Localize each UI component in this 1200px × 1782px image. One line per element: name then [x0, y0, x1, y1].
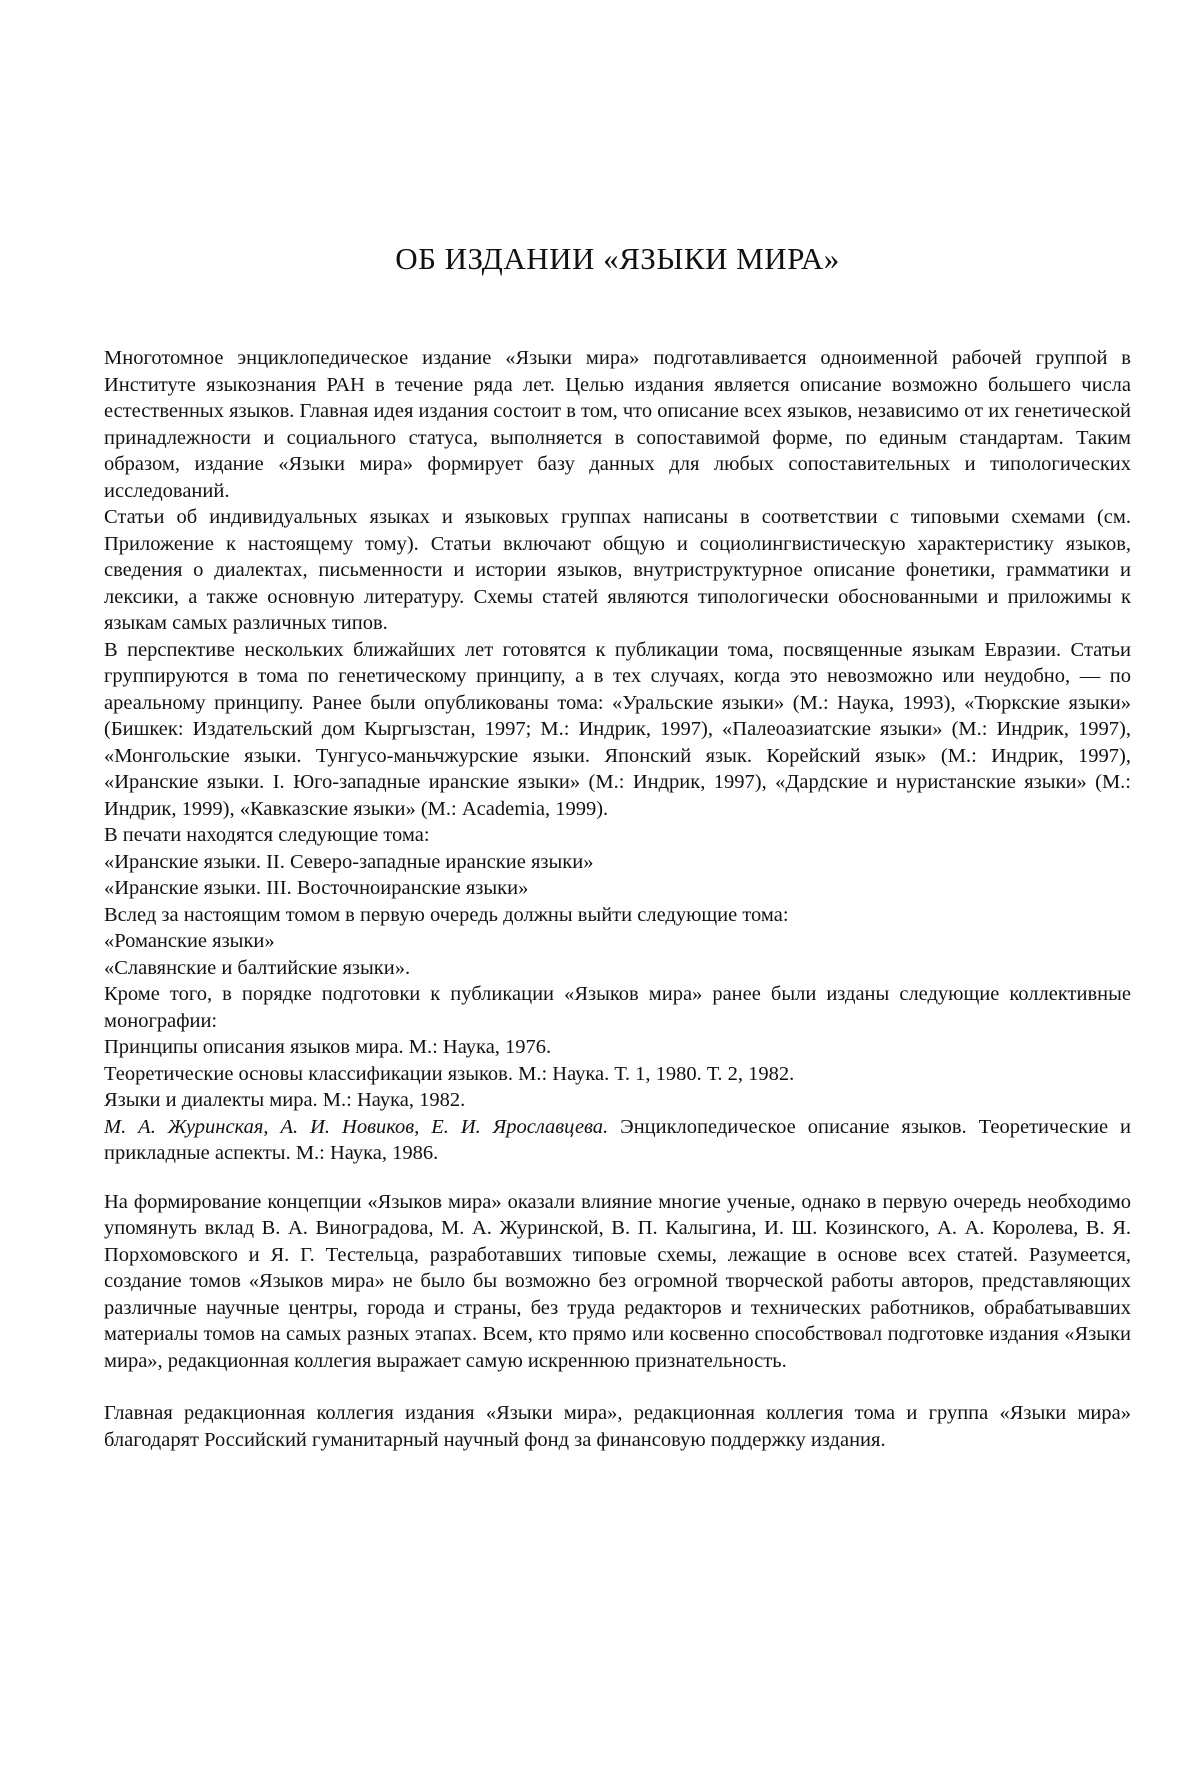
in-press-item: «Иранские языки. III. Восточноиранские языки» [104, 877, 529, 899]
main-text [104, 345, 1131, 1167]
upcoming-item: «Славянские и балтийские языки». [104, 956, 411, 979]
page-title: ОБ ИЗДАНИИ «ЯЗЫКИ МИРА» [395, 241, 840, 276]
monograph-authors: М. А. Журинская, А. И. Новиков, Е. И. Ярославцева. [104, 1115, 609, 1138]
monograph-item [104, 1114, 1131, 1167]
in-press-heading: В печати находятся следующие тома: [104, 824, 430, 846]
paragraph-acknowledgement: На формирование концепции «Языков мира» оказали влияние многие ученые, однако в первую очередь необходимо упомянуть вклад В. А. Виноградова, М. А. Журинской, В. П. Калыгина, И. Ш. Козинского, А. А. Королева, В. Я. Порхомовского и Я. Г. Тестельца, разработавших типовые схемы, лежащие в основе всех статей. Разумеется, создание томов «Языков мира» не было бы возможно без огромной творческой работы авторов, представляющих различные научные центры, города и страны, без труда редакторов и технических работников, обрабатывавших материалы томов на самых разных этапах. Всем, кто прямо или косвенно способствовал подготовке издания «Языки мира», редакционная коллегия выражает самую искреннюю признательность. [104, 1190, 1131, 1372]
paragraph-funding: Главная редакционная коллегия издания «Языки мира», редакционная коллегия тома и группа «Языки мира» благодарят Российский гуманитарный научный фонд за финансовую поддержку издания. [104, 1402, 1131, 1451]
in-press-item: «Иранские языки. II. Северо-западные иранские языки» [104, 850, 594, 873]
paragraph-published-volumes: В перспективе нескольких ближайших лет готовятся к публикации тома, посвященные языкам Евразии. Статьи группируются в тома по генетическому принципу, а в тех случаях, когда это невозможно или неудобно, — по ареальному принципу. Ранее были опубликованы тома: «Уральские языки» (М.: Наука, 1993), «Тюркские языки» (Бишкек: Издательский дом Кыргызстан, 1997; М.: Индрик, 1997), «Палеоазиатские языки» (М.: Индрик, 1997), «Монгольские языки. Тунгусо-маньчжурские языки. Японский язык. Корейский язык» (М.: Индрик, 1997), «Иранские языки. I. Юго-западные иранские языки» (М.: Индрик, 1997), «Дардские и нуристанские языки» (М.: Индрик, 1999), «Кавказские языки» (М.: Academia, 1999). [104, 638, 1131, 820]
document-page [104, 240, 1131, 1453]
upcoming-heading: Вслед за настоящим томом в первую очередь должны выйти следующие тома: [104, 903, 789, 926]
monograph-item: Языки и диалекты мира. М.: Наука, 1982. [104, 1089, 466, 1111]
upcoming-item: «Романские языки» [104, 930, 275, 952]
paragraph-intro: Многотомное энциклопедическое издание «Языки мира» подготавливается одноименной рабочей группой в Институте языкознания РАН в течение ряда лет. Целью издания является описание возможно большего числа естественных языков. Главная идея издания состоит в том, что описание всех языков, независимо от их генетической принадлежности и социального статуса, выполняется в сопоставимой форме, по единым стандартам. Таким образом, издание «Языки мира» формирует базу данных для любых сопоставительных и типологических исследований. [104, 347, 1131, 502]
monographs-heading: Кроме того, в порядке подготовки к публикации «Языков мира» ранее были изданы следующие коллективные монографии: [104, 983, 1131, 1032]
paragraph-structure: Статьи об индивидуальных языках и языковых группах написаны в соответствии с типовыми схемами (см. Приложение к настоящему тому). Статьи включают общую и социолингвистическую характеристику языков, сведения о диалектах, письменности и истории языков, внутриструктурное описание фонетики, грамматики и лексики, а также основную литературу. Схемы статей являются типологически обоснованными и приложимы к языкам самых различных типов. [104, 506, 1131, 634]
monograph-title: Энциклопедическое описание языков. Теоретические и прикладные аспекты. М.: Наука, 1986. [104, 1115, 1131, 1164]
monograph-item: Теоретические основы классификации языков. М.: Наука. Т. 1, 1980. Т. 2, 1982. [104, 1062, 795, 1085]
monograph-item: Принципы описания языков мира. М.: Наука, 1976. [104, 1036, 552, 1058]
